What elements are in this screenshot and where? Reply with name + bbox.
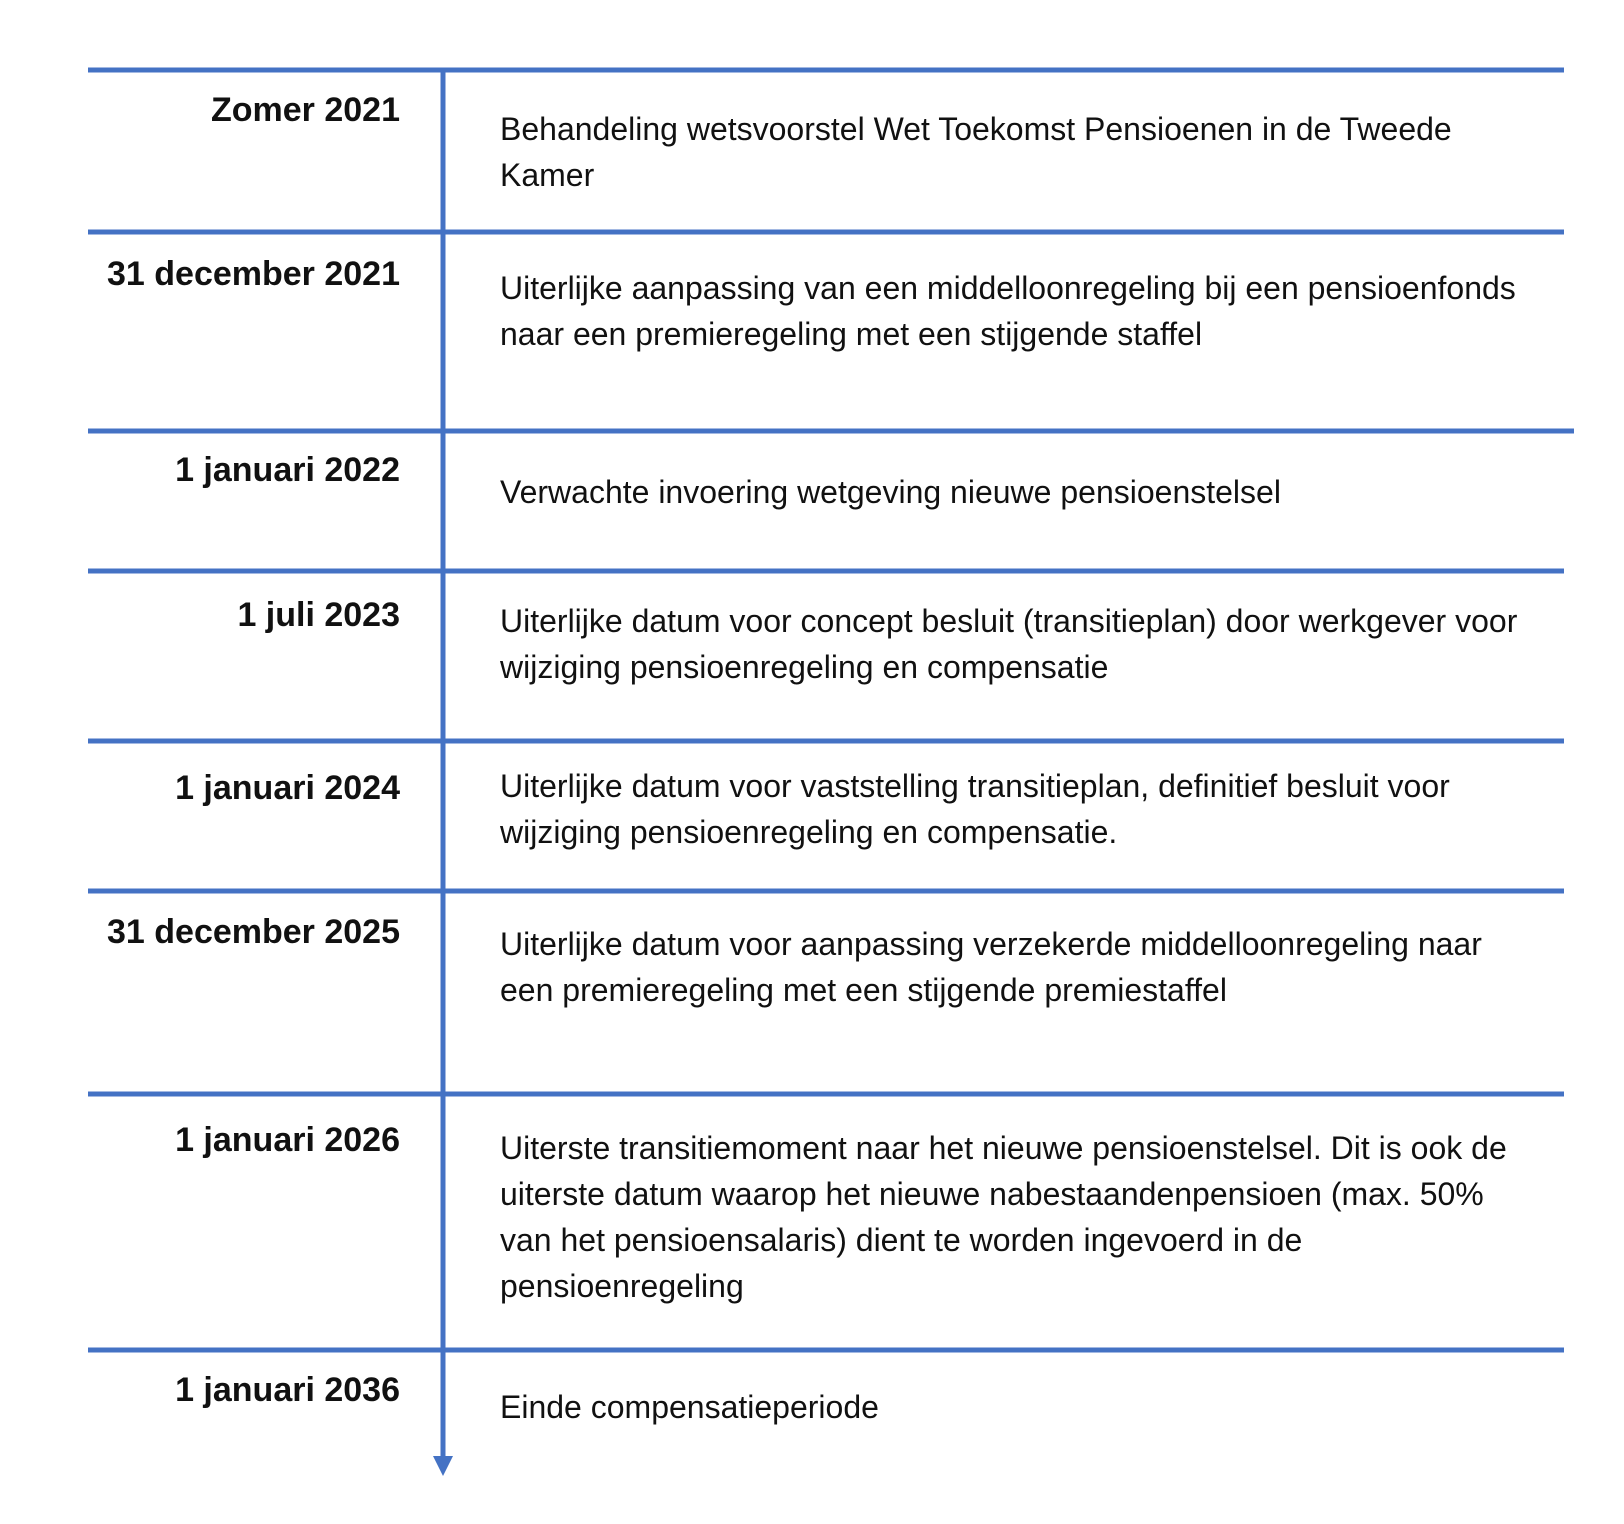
event-date: 1 januari 2026	[175, 1121, 400, 1159]
event-date: 1 juli 2023	[237, 596, 400, 634]
event-description: Uiterlijke datum voor vaststelling transitieplan, definitief besluit voor wijziging pensioenregeling en compensatie.	[500, 768, 1450, 850]
event-date: 1 januari 2036	[175, 1371, 400, 1409]
event-description: Einde compensatieperiode	[500, 1389, 879, 1425]
timeline-arrowhead-icon	[433, 1456, 453, 1476]
event-description: Verwachte invoering wetgeving nieuwe pensioenstelsel	[500, 474, 1281, 510]
event-description: Uiterlijke aanpassing van een middelloonregeling bij een pensioenfonds naar een premieregeling met een stijgende staffel	[500, 270, 1516, 352]
event-description: Uiterlijke datum voor aanpassing verzekerde middelloonregeling naar een premieregeling met een stijgende premiestaffel	[500, 926, 1482, 1008]
event-date: 1 januari 2024	[175, 769, 400, 807]
event-description: Behandeling wetsvoorstel Wet Toekomst Pensioenen in de Tweede Kamer	[500, 111, 1452, 193]
event-date: 1 januari 2022	[175, 451, 400, 489]
event-date: 31 december 2025	[107, 913, 400, 951]
event-description: Uiterste transitiemoment naar het nieuwe pensioenstelsel. Dit is ook de uiterste datum waarop het nieuwe nabestaandenpensioen (max. 50% van het pensioensalaris) dient te worden ingevoerd in de pensioenregeling	[500, 1130, 1507, 1304]
event-description: Uiterlijke datum voor concept besluit (transitieplan) door werkgever voor wijziging pensioenregeling en compensatie	[500, 603, 1518, 685]
event-date: 31 december 2021	[107, 255, 400, 293]
event-date: Zomer 2021	[211, 91, 400, 129]
